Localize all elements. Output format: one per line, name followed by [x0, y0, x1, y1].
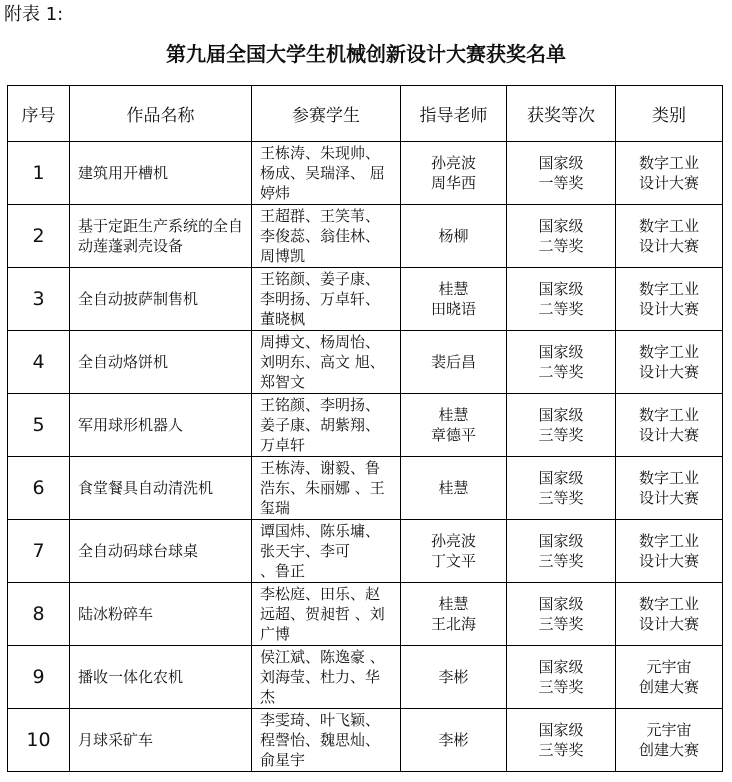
- category-cell: [616, 268, 723, 331]
- teacher-cell: [401, 646, 507, 709]
- table-row: [8, 142, 723, 205]
- teacher-name: 桂慧: [438, 280, 469, 298]
- award-level: 国家级: [538, 721, 584, 739]
- teacher-cell: [401, 268, 507, 331]
- student-names: 杰: [260, 688, 276, 706]
- award-cell: [507, 268, 616, 331]
- award-level: 三等奖: [538, 741, 584, 759]
- student-names: 李松庭、田乐、赵: [260, 585, 381, 603]
- project-name: 全自动码球台球桌: [70, 520, 252, 583]
- student-names: 王超群、王笑苇、: [260, 207, 381, 225]
- table-row: [8, 457, 723, 520]
- category-name: 数字工业: [638, 343, 699, 361]
- student-names: 广博: [260, 625, 291, 643]
- student-names: 王铭颜、姜子康、: [260, 270, 381, 288]
- header-teacher: 指导老师: [401, 86, 507, 142]
- teacher-cell: [401, 331, 507, 394]
- category-cell: [616, 142, 723, 205]
- teacher-name: 孙亮波: [430, 154, 476, 172]
- award-cell: [507, 142, 616, 205]
- award-cell: [507, 205, 616, 268]
- category-name: 数字工业: [638, 595, 699, 613]
- award-level: 国家级: [538, 469, 584, 487]
- award-level: 国家级: [538, 217, 584, 235]
- table-row: [8, 646, 723, 709]
- project-name: 播收一体化农机: [70, 646, 252, 709]
- category-cell: [616, 520, 723, 583]
- table-header-row: [8, 86, 723, 142]
- project-name: 基于定距生产系统的全自动莲蓬剥壳设备: [70, 205, 252, 268]
- table-row: [8, 520, 723, 583]
- student-names: 周搏文、杨周怡、: [260, 333, 381, 351]
- category-name: 设计大赛: [638, 237, 699, 255]
- award-level: 二等奖: [538, 237, 584, 255]
- student-names: 玺瑞: [260, 499, 291, 517]
- student-names: 周博凯: [260, 247, 306, 265]
- row-number: 8: [8, 583, 70, 646]
- student-names: 杨成、吴瑞泽、 屈: [260, 164, 385, 182]
- row-number: 10: [8, 709, 70, 772]
- page-title: 第九届全国大学生机械创新设计大赛获奖名单: [166, 42, 566, 66]
- category-name: 数字工业: [638, 280, 699, 298]
- category-name: 数字工业: [638, 154, 699, 172]
- category-name: 设计大赛: [638, 363, 699, 381]
- category-name: 设计大赛: [638, 552, 699, 570]
- row-number: 6: [8, 457, 70, 520]
- row-number: 9: [8, 646, 70, 709]
- students-cell: [252, 583, 401, 646]
- category-name: 设计大赛: [638, 300, 699, 318]
- category-cell: [616, 331, 723, 394]
- teacher-name: 裴后昌: [430, 353, 476, 371]
- student-names: 王栋涛、朱现帅、: [260, 144, 381, 162]
- students-cell: [252, 709, 401, 772]
- header-project-name: 作品名称: [70, 86, 252, 142]
- award-level: 国家级: [538, 154, 584, 172]
- table-row: [8, 205, 723, 268]
- award-cell: [507, 646, 616, 709]
- teacher-name: 王北海: [430, 615, 476, 633]
- teacher-name: 桂慧: [438, 479, 469, 497]
- category-name: 创建大赛: [638, 741, 699, 759]
- header-category: 类别: [616, 86, 723, 142]
- row-number: 5: [8, 394, 70, 457]
- project-name: 建筑用开槽机: [70, 142, 252, 205]
- teacher-name: 李彬: [438, 668, 469, 686]
- table-row: [8, 268, 723, 331]
- award-level: 二等奖: [538, 300, 584, 318]
- student-names: 浩东、朱丽娜 、王: [260, 479, 385, 497]
- category-name: 创建大赛: [638, 678, 699, 696]
- student-names: 郑智文: [260, 373, 306, 391]
- project-name: 全自动烙饼机: [70, 331, 252, 394]
- category-name: 数字工业: [638, 217, 699, 235]
- category-cell: [616, 205, 723, 268]
- category-name: 元宇宙: [646, 721, 692, 739]
- student-names: 董晓枫: [260, 310, 306, 328]
- project-name: 全自动披萨制售机: [70, 268, 252, 331]
- teacher-cell: [401, 709, 507, 772]
- award-level: 国家级: [538, 532, 584, 550]
- student-names: 李雯琦、叶飞颖、: [260, 711, 381, 729]
- category-name: 数字工业: [638, 532, 699, 550]
- student-names: 刘明东、高文 旭、: [260, 353, 385, 371]
- row-number: 3: [8, 268, 70, 331]
- award-cell: [507, 331, 616, 394]
- table-row: [8, 709, 723, 772]
- teacher-cell: [401, 394, 507, 457]
- header-students: 参赛学生: [252, 86, 401, 142]
- table-row: [8, 394, 723, 457]
- student-names: 王栋涛、谢毅、鲁: [260, 459, 381, 477]
- award-table: [7, 85, 723, 772]
- award-cell: [507, 394, 616, 457]
- row-number: 4: [8, 331, 70, 394]
- student-names: 李明扬、万卓轩、: [260, 290, 381, 308]
- student-names: 俞星宇: [260, 751, 306, 769]
- student-names: 李俊蕊、翁佳林、: [260, 227, 381, 245]
- award-level: 二等奖: [538, 363, 584, 381]
- category-cell: [616, 394, 723, 457]
- table-row: [8, 331, 723, 394]
- teacher-name: 孙亮波: [430, 532, 476, 550]
- appendix-caption: 附表 1:: [4, 4, 64, 25]
- award-level: 国家级: [538, 595, 584, 613]
- project-name: 陆冰粉碎车: [70, 583, 252, 646]
- teacher-name: 桂慧: [438, 406, 469, 424]
- award-cell: [507, 583, 616, 646]
- teacher-cell: [401, 583, 507, 646]
- students-cell: [252, 646, 401, 709]
- category-name: 设计大赛: [638, 174, 699, 192]
- category-name: 设计大赛: [638, 489, 699, 507]
- category-cell: [616, 583, 723, 646]
- award-level: 国家级: [538, 343, 584, 361]
- teacher-name: 田晓语: [430, 300, 476, 318]
- category-cell: [616, 646, 723, 709]
- award-level: 三等奖: [538, 615, 584, 633]
- students-cell: [252, 520, 401, 583]
- row-number: 2: [8, 205, 70, 268]
- student-names: 婷炜: [260, 184, 291, 202]
- award-level: 三等奖: [538, 489, 584, 507]
- students-cell: [252, 394, 401, 457]
- students-cell: [252, 457, 401, 520]
- student-names: 刘海莹、杜力、华: [260, 668, 381, 686]
- teacher-name: 丁文平: [430, 552, 476, 570]
- award-level: 三等奖: [538, 426, 584, 444]
- teacher-cell: [401, 205, 507, 268]
- row-number: 7: [8, 520, 70, 583]
- project-name: 食堂餐具自动清洗机: [70, 457, 252, 520]
- header-number: 序号: [8, 86, 70, 142]
- teacher-name: 周华西: [430, 174, 476, 192]
- student-names: 姜子康、胡紫翔、: [260, 416, 381, 434]
- category-cell: [616, 457, 723, 520]
- student-names: 侯江斌、陈逸豪 、: [260, 648, 385, 666]
- award-level: 三等奖: [538, 678, 584, 696]
- category-cell: [616, 709, 723, 772]
- award-cell: [507, 709, 616, 772]
- award-cell: [507, 457, 616, 520]
- project-name: 月球采矿车: [70, 709, 252, 772]
- row-number: 1: [8, 142, 70, 205]
- award-level: 国家级: [538, 280, 584, 298]
- category-name: 设计大赛: [638, 426, 699, 444]
- teacher-cell: [401, 142, 507, 205]
- student-names: 张天宇、李可: [260, 542, 351, 560]
- students-cell: [252, 331, 401, 394]
- category-name: 设计大赛: [638, 615, 699, 633]
- award-level: 国家级: [538, 658, 584, 676]
- teacher-cell: [401, 457, 507, 520]
- award-level: 国家级: [538, 406, 584, 424]
- teacher-name: 章德平: [430, 426, 476, 444]
- award-level: 一等奖: [538, 174, 584, 192]
- header-award: 获奖等次: [507, 86, 616, 142]
- teacher-name: 杨柳: [438, 227, 469, 245]
- students-cell: [252, 268, 401, 331]
- student-names: 程謦怡、魏思灿、: [260, 731, 381, 749]
- student-names: 王铭颜、李明扬、: [260, 396, 381, 414]
- students-cell: [252, 142, 401, 205]
- award-level: 三等奖: [538, 552, 584, 570]
- teacher-name: 桂慧: [438, 595, 469, 613]
- award-cell: [507, 520, 616, 583]
- category-name: 数字工业: [638, 469, 699, 487]
- table-row: [8, 583, 723, 646]
- category-name: 数字工业: [638, 406, 699, 424]
- project-name: 军用球形机器人: [70, 394, 252, 457]
- student-names: 、鲁正: [260, 562, 306, 580]
- students-cell: [252, 205, 401, 268]
- teacher-name: 李彬: [438, 731, 469, 749]
- student-names: 谭国炜、陈乐墉、: [260, 522, 381, 540]
- category-name: 元宇宙: [646, 658, 692, 676]
- teacher-cell: [401, 520, 507, 583]
- student-names: 远超、贺昶哲 、刘: [260, 605, 385, 623]
- student-names: 万卓轩: [260, 436, 306, 454]
